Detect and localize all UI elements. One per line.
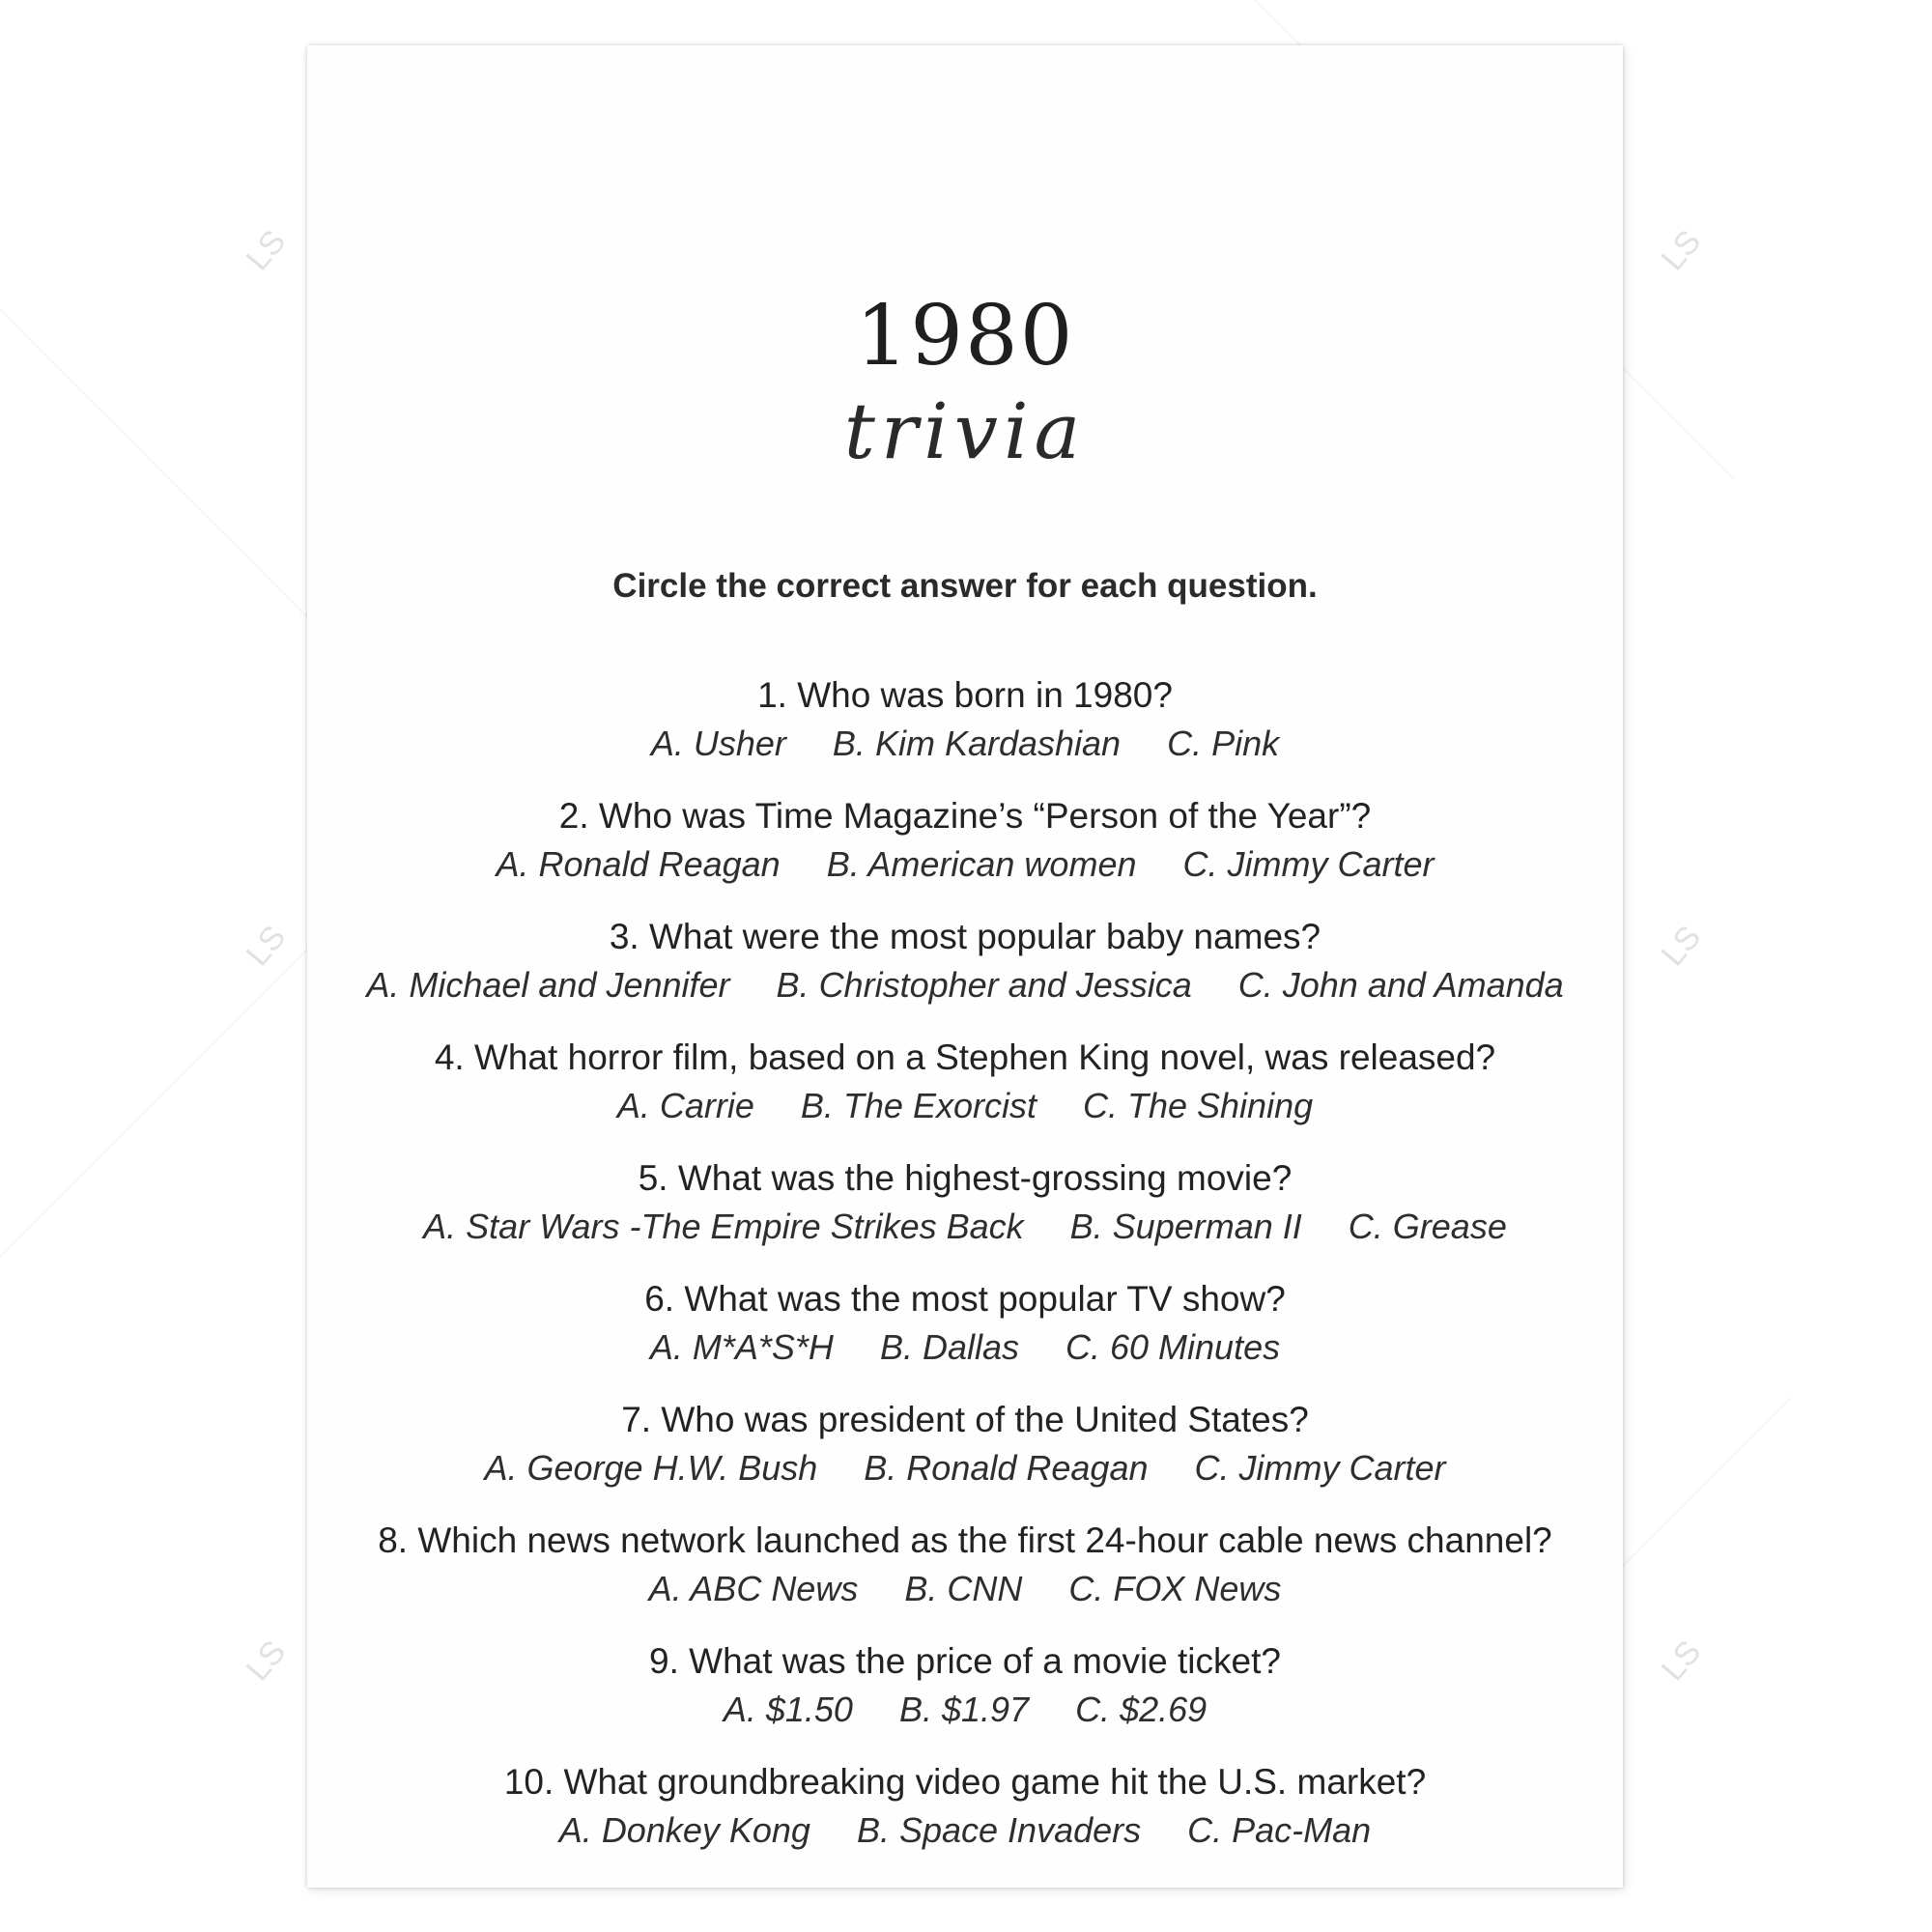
question-item — [307, 1396, 1623, 1517]
answer-options — [307, 720, 1623, 768]
question-item — [307, 1758, 1623, 1879]
question-item — [307, 1637, 1623, 1758]
answer-option[interactable]: A. Star Wars -The Empire Strikes Back — [423, 1207, 1024, 1246]
trivia-card — [307, 45, 1623, 1888]
card-subtitle: trivia — [843, 386, 1087, 476]
watermark-mark: LS — [1654, 223, 1709, 278]
question-text: 7. Who was president of the United States? — [621, 1400, 1309, 1439]
card-year-title: 1980 — [855, 288, 1075, 384]
answer-option[interactable]: A. Usher — [650, 724, 786, 763]
question-item — [307, 1154, 1623, 1275]
answer-option[interactable]: C. 60 Minutes — [1065, 1327, 1281, 1367]
question-item — [307, 1517, 1623, 1637]
answer-option[interactable]: B. Space Invaders — [856, 1810, 1142, 1850]
question-item — [307, 1275, 1623, 1396]
answer-option[interactable]: C. Pac-Man — [1187, 1810, 1372, 1850]
answer-option[interactable]: B. Dallas — [879, 1327, 1019, 1367]
question-text: 10. What groundbreaking video game hit the U.S. market? — [503, 1762, 1427, 1802]
question-text: 2. Who was Time Magazine’s “Person of the Year”? — [558, 796, 1372, 836]
answer-option[interactable]: A. Michael and Jennifer — [366, 965, 730, 1005]
answer-option[interactable]: B. CNN — [904, 1569, 1023, 1608]
answer-option[interactable]: A. Carrie — [616, 1086, 754, 1125]
watermark-mark: LS — [239, 919, 294, 974]
question-list — [307, 671, 1623, 1879]
answer-option[interactable]: A. Ronald Reagan — [496, 844, 781, 884]
answer-option[interactable]: B. Kim Kardashian — [832, 724, 1122, 763]
answer-option[interactable]: C. Jimmy Carter — [1182, 844, 1435, 884]
answer-option[interactable]: B. Ronald Reagan — [864, 1448, 1149, 1488]
answer-option[interactable]: B. American women — [826, 844, 1137, 884]
answer-option[interactable]: B. The Exorcist — [800, 1086, 1037, 1125]
watermark-mark: LS — [1654, 1634, 1709, 1689]
answer-option[interactable]: C. Pink — [1167, 724, 1280, 763]
answer-option[interactable]: B. $1.97 — [898, 1690, 1030, 1729]
question-text: 8. Which news network launched as the first 24-hour cable news channel? — [378, 1520, 1552, 1560]
answer-options — [307, 1806, 1623, 1855]
question-text: 1. Who was born in 1980? — [757, 675, 1173, 715]
answer-options — [307, 1444, 1623, 1492]
answer-option[interactable]: C. $2.69 — [1075, 1690, 1208, 1729]
question-text: 4. What horror film, based on a Stephen King novel, was released? — [434, 1037, 1496, 1077]
question-item — [307, 1034, 1623, 1154]
answer-option[interactable]: A. M*A*S*H — [649, 1327, 834, 1367]
answer-options — [307, 1203, 1623, 1251]
answer-option[interactable]: C. The Shining — [1082, 1086, 1314, 1125]
answer-option[interactable]: B. Christopher and Jessica — [776, 965, 1192, 1005]
question-item — [307, 913, 1623, 1034]
answer-option[interactable]: C. FOX News — [1068, 1569, 1282, 1608]
watermark-mark: LS — [1654, 919, 1709, 974]
answer-option[interactable]: C. John and Amanda — [1237, 965, 1564, 1005]
watermark-mark: LS — [239, 1634, 294, 1689]
question-text: 9. What was the price of a movie ticket? — [649, 1641, 1281, 1681]
answer-options — [307, 1323, 1623, 1372]
answer-option[interactable]: B. Superman II — [1069, 1207, 1302, 1246]
question-text: 6. What was the most popular TV show? — [644, 1279, 1286, 1319]
instructions-text: Circle the correct answer for each question. — [612, 567, 1318, 605]
watermark-mark: LS — [239, 223, 294, 278]
answer-option[interactable]: A. Donkey Kong — [558, 1810, 810, 1850]
answer-options — [307, 1686, 1623, 1734]
answer-option[interactable]: C. Jimmy Carter — [1194, 1448, 1446, 1488]
answer-options — [307, 1565, 1623, 1613]
question-item — [307, 671, 1623, 792]
answer-option[interactable]: A. $1.50 — [723, 1690, 853, 1729]
question-text: 3. What were the most popular baby names? — [609, 917, 1321, 956]
question-item — [307, 792, 1623, 913]
answer-options — [307, 961, 1623, 1009]
answer-option[interactable]: A. George H.W. Bush — [484, 1448, 818, 1488]
answer-option[interactable]: C. Grease — [1348, 1207, 1507, 1246]
question-text: 5. What was the highest-grossing movie? — [638, 1158, 1293, 1198]
answer-options — [307, 1082, 1623, 1130]
answer-options — [307, 840, 1623, 889]
answer-option[interactable]: A. ABC News — [648, 1569, 859, 1608]
